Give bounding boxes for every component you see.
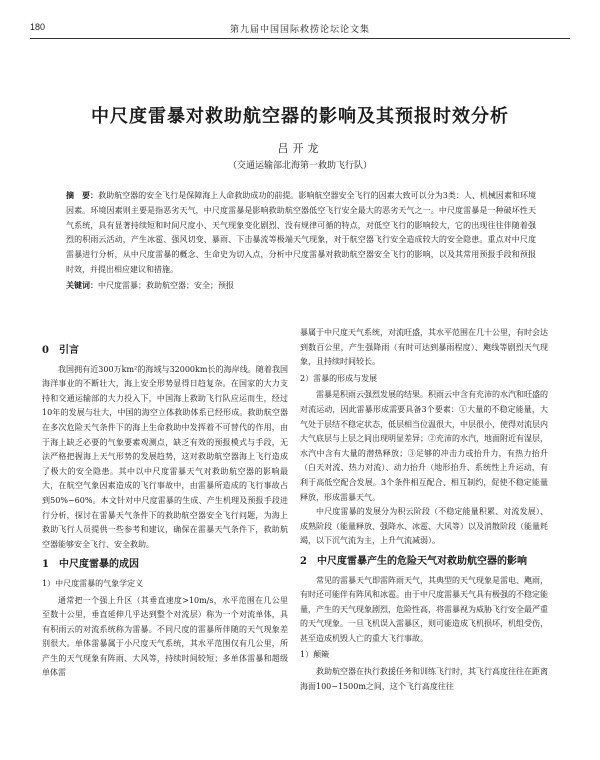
intro-paragraph: 我国拥有近300万km²的海域与32000km长的海岸线。随着我国海洋事业的不断壮大，海上安全形势显得日趋复杂。在国家的大力支持和交通运输部的大力投入下，中国海上救助飞行队应运而生，经过10年的发展与壮大，中国的海空立体救助体系已经形成。救助航空器在多次危险天气条件下的海上生命救助中发挥着不可替代的作用，由于海上缺乏必要的气象要素观测点，缺乏有效的预报模式与手段，无法严格把握海上天气形势的发展趋势，这对救助航空器海上飞行造成了极大的安全隐患。其中以中尺度雷暴天气对救助航空器的影响最大，在航空气象因素造成的飞行事故中，由雷暴所造成的飞行事故占到50%~60%。本文针对中尺度雷暴的生成、产生机理及预报手段进行分析，探讨在雷暴天气条件下的救助航空器安全飞行问题，为海上救助飞行人员提供一些参考和建议，确保在雷暴天气条件下，救助航空器能够安全飞行、安全救助。	[42, 364, 288, 549]
section-heading-0: 0 引言	[42, 345, 79, 356]
paper-title: 中尺度雷暴对救助航空器的影响及其预报时效分析	[91, 106, 509, 127]
left-column	[42, 338, 288, 681]
keywords-line	[66, 278, 536, 294]
running-header	[30, 22, 570, 36]
danger-paragraph: 常见的雷暴天气即雷阵雨天气，其典型的天气现象是雷电、飑雨，有时还可能伴有阵风和冰雹。由于中尺度雷暴天气具有极强的不稳定能量，产生的天气现象剧烈，危险性高，将雷暴视为威胁飞行安全最严重的天气现象。一旦飞机误入雷暴区，则可能造成飞机损坏，机组受伤，甚至造成机毁人亡的重大飞行事故。	[300, 575, 548, 643]
definition-paragraph: 通常把一个强上升区（其垂直速度>10m/s，水平范围在几公里至数十公里，垂直延伸几乎达到整个对流层）称为一个对流单体，具有积雨云的对流系统称为雷暴。不同尺度的雷暴所伴随的天气现象差别很大。单体雷暴属于小尺度天气系统，其水平范围仅有几公里，所产生的天气现象有阵雨、大风等，持续时间较短；多单体雷暴和超级单体雷	[42, 595, 288, 678]
abstract-text: 救助航空器的安全飞行是保障海上人命救助成功的前提。影响航空器安全飞行的因素大致可以分为3类：人、机械因素和环境因素。环境因素则主要是指恶劣天气，中尺度雷暴是影响救助航空器低空飞行安全最大的恶劣天气之一。中尺度雷暴是一种破坏性天气系统，具有显著持续短和时间尺度小、天气现象变化剧烈、没有规律可循的特点，对低空飞行的影响较大，它的出现往往伴随着强烈的积雨云活动，产生冰雹、强风切变、暴雨、下击暴流等极端天气现象，对于航空器飞行安全造成较大的安全隐患。重点对中尺度雷暴进行分析，从中尺度雷暴的概念、生命史为切入点，分析中尺度雷暴对救助航空器安全飞行的影响，以及其常用预报手段和预报时效，并提出相应建议和措施。	[66, 191, 536, 274]
abstract-label: 摘 要：	[66, 190, 99, 200]
running-title: 第九届中国国际救捞论坛论文集	[229, 25, 370, 35]
author-affiliation: （交通运输部北海第一救助飞行队）	[227, 161, 372, 171]
page-number: 180	[30, 22, 46, 32]
turbulence-paragraph: 救助航空器在执行救援任务和训练飞行时，其飞行高度往往在距离海面100~1500m之间，这个飞行高度往往	[300, 667, 548, 691]
subheading-2-1: 1）颠簸	[300, 650, 330, 660]
section-heading-2: 2 中尺度雷暴产生的危险天气对救助航空器的影响	[300, 555, 527, 567]
formation-paragraph: 雷暴是积雨云强烈发展的结果。积雨云中含有充沛的水汽和旺盛的对流运动，因此雷暴形成需要具备3个要素：①大量的不稳定能量，大气处于层结不稳定状态，低层相当位温很大，中层很小，使得对流层内大气底层与上层之间出现明显差异；②充沛的水汽，地面附近有湿层，水汽中含有大量的潜热释放；③足够的冲击力或抬升力，有热力抬升（白天对流、热力对流）、动力抬升（地形抬升、系统性上升运动，有利于高低空配合发展。3个条件相互配合、相互制约，促使不稳定能量释放，形成雷暴天气。	[300, 390, 548, 502]
abstract-paragraph	[66, 188, 536, 278]
keywords-label: 关键词：	[66, 279, 98, 290]
right-column	[300, 326, 548, 694]
keywords-text: 中尺度雷暴；救助航空器；安全；预报	[98, 280, 234, 290]
subheading-1-1: 1）中尺度雷暴的气象学定义	[42, 578, 144, 588]
section-heading-1: 1 中尺度雷暴的成因	[42, 559, 139, 571]
abstract-block	[66, 188, 536, 294]
header-rule	[30, 38, 570, 39]
lifecycle-paragraph: 中尺度雷暴的发展分为积云阶段（不稳定能量积累、对流发展）、成熟阶段（能量释放、强降水、冰雹、大风等）以及消散阶段（能量耗竭，以下沉气流为主，上升气流减弱）。	[300, 507, 548, 546]
continued-paragraph: 暴属于中尺度天气系统，对流旺盛，其水平范围在几十公里，有时会达到数百公里，产生强降雨（有时可达到暴雨程度）、飑线等剧烈天气现象，且持续时间较长。	[300, 328, 548, 367]
subheading-1-2: 2）雷暴的形成与发展	[300, 373, 378, 383]
author-name: 吕开龙	[277, 142, 323, 155]
